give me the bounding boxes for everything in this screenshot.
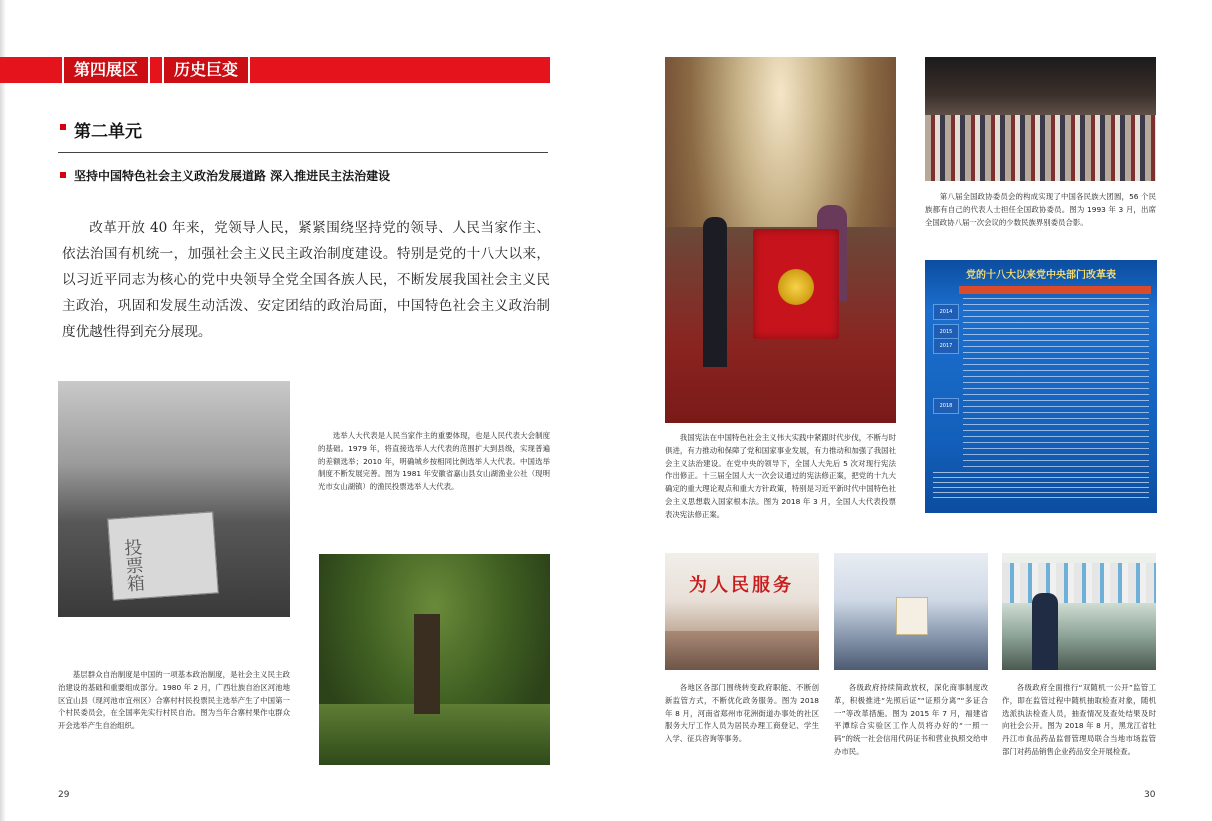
ballot-box-label: 投票箱 <box>120 537 146 593</box>
photo-license-certificate <box>896 597 928 635</box>
reform-board-footnote <box>933 472 1149 502</box>
photo-1981-election <box>58 381 290 617</box>
book-spine-shadow <box>0 0 6 821</box>
subtitle-bullet <box>60 172 66 178</box>
photo-drug-inspection <box>1002 553 1156 670</box>
reform-board-year: 2018 <box>933 398 959 414</box>
caption-service: 各地区各部门围绕转变政府职能、不断创新监管方式，不断优化政务服务。图为 2018 年 8 月，河南省郑州市花洲街道办事处的社区服务大厅工作人员为居民办理工商登记、学生入学、征兵咨询等事务。 <box>665 683 819 744</box>
caption-inspection: 各级政府全面推行“双随机一公开”监管工作，即在监管过程中随机抽取检查对象，随机选派执法检查人员，抽查情况及查处结果及时向社会公开。图为 2018 年 8 月，黑龙江省牡丹江市食品药品监督管理局联合当地市场监管部门对药品销售企业药品安全开展检查。 <box>1002 683 1156 756</box>
intro-paragraph: 改革开放 40 年来，党领导人民，紧紧围绕坚持党的领导、人民当家作主、依法治国有机统一，加强社会主义民主政治制度建设。特别是党的十八大以来，以习近平同志为核心的党中央领导全党全国各族人民，不断发展我国社会主义民主政治，巩固和发展生动活泼、安定团结的政治局面，中国特色社会主义政治制度优越性得到充分展现。 <box>62 220 550 340</box>
caption-license: 各级政府持续简政放权，深化商事制度改革，积极推进“先照后证”“证照分离”“多证合一”等改革措施。图为 2015 年 7 月，福建省平潭综合实验区工作人员将办好的“一照一码”的统一社会信用代码证书和营业执照交给申办市民。 <box>834 683 988 756</box>
reform-board-title: 党的十八大以来党中央部门改革表 <box>966 270 1116 281</box>
photo-banner-slogan: 为人民服务 <box>689 575 794 596</box>
reform-board-year-column <box>933 298 957 478</box>
reform-board-year: 2017 <box>933 338 959 354</box>
unit-title: 第二单元 <box>74 122 142 142</box>
photo-service-desk <box>665 631 819 670</box>
unit-title-bullet <box>60 124 66 130</box>
unit-subtitle: 坚持中国特色社会主义政治发展道路 深入推进民主法治建设 <box>74 169 391 183</box>
section-theme-label: 历史巨变 <box>162 57 250 83</box>
photo-staff-member <box>703 217 727 367</box>
reform-board-year: 2015 <box>933 324 959 340</box>
photo-red-ballot-box <box>753 229 839 339</box>
page-number-left: 29 <box>58 790 70 800</box>
photo-service-hall <box>665 553 819 670</box>
photo-inspector <box>1032 593 1058 670</box>
unit-divider <box>58 152 548 153</box>
caption-cppcc: 第八届全国政协委员会的构成实现了中国各民族大团圆，56 个民族都有自己的代表人士担任全国政协委员。图为 1993 年 3 月，出席全国政协八届一次会议的少数民族界别委员合影。 <box>925 192 1156 227</box>
photo-tree-trunk <box>414 614 440 714</box>
reform-board-image <box>925 260 1157 513</box>
photo-cppcc-group <box>925 57 1156 181</box>
national-emblem-icon <box>778 269 814 305</box>
caption-election: 选举人大代表是人民当家作主的重要体现，也是人民代表大会制度的基础。1979 年，将直接选举人大代表的范围扩大到县级，实现普遍的差额选举；2010 年，明确城乡按相同比例选举人大代表。中国选举制度不断发展完善。图为 1981 年安徽省嘉山县女山湖渔业公社（现明光市女山湖镇）的渔民投票选举人大代表。 <box>318 431 550 492</box>
photo-ballot-box-bw <box>107 511 218 600</box>
photo-business-license <box>834 553 988 670</box>
photo-npc-vote <box>665 57 896 423</box>
reform-board-header-row <box>959 286 1151 294</box>
photo-group-crowd <box>925 115 1156 181</box>
page-number-right: 30 <box>1144 790 1156 800</box>
section-zone-label: 第四展区 <box>62 57 150 83</box>
reform-board-rows <box>963 298 1149 468</box>
photo-village-meeting <box>319 554 550 765</box>
caption-constitution: 我国宪法在中国特色社会主义伟大实践中紧跟时代步伐，不断与时俱进，有力推动和保障了党和国家事业发展，有力推动和加强了我国社会主义法治建设。在党中央的领导下，全国人大先后 5 次对现行宪法作出修正。十三届全国人大一次会议通过的宪法修正案，把党的十九大确定的重大理论观点和重大方针政策，特别是习近平新时代中国特色社会主义思想载入国家根本法。图为 2018 年 3 月，全国人大代表投票表决宪法修正案。 <box>665 433 896 519</box>
reform-board-year: 2014 <box>933 304 959 320</box>
caption-village: 基层群众自治制度是中国的一项基本政治制度，是社会主义民主政治建设的基础和重要组成部分。1980 年 2 月，广西壮族自治区河池地区宜山县（现河池市宜州区）合寨村村民投票民主选举产生了中国第一个村民委员会，在全国率先实行村民自治。图为当年合寨村果作屯群众开会选举产生自治组织。 <box>58 670 290 731</box>
photo-pharmacy-shelves <box>1002 563 1156 603</box>
